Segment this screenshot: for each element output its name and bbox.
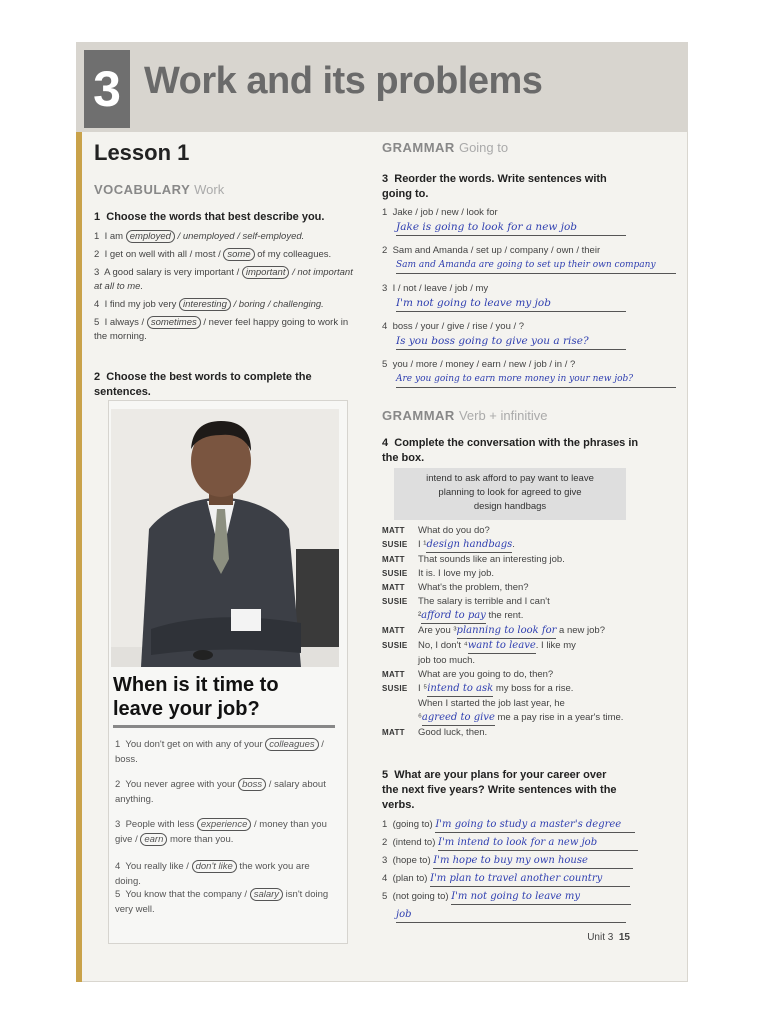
conversation-line — [382, 654, 682, 668]
item-number: 4 — [115, 861, 121, 872]
item-prompt: Sam and Amanda / set up / company / own / their — [392, 245, 601, 256]
exercise-1-instruction — [94, 210, 354, 225]
list-item — [94, 298, 356, 312]
conversation-line — [382, 726, 682, 740]
grammar-label: GRAMMAR — [382, 408, 455, 423]
title-line: leave your job? — [113, 698, 260, 720]
item-number: 4 — [382, 873, 388, 884]
item-number: 1 — [115, 739, 121, 750]
list-item — [382, 358, 682, 396]
circled-answer: don't like — [192, 860, 237, 873]
list-item — [382, 818, 682, 836]
businessman-illustration — [111, 409, 339, 667]
line-text: That sounds like an interesting job. — [418, 554, 565, 565]
handwritten-answer: afford to pay — [421, 609, 486, 624]
handwritten-answer: I'm not going to leave my job — [396, 296, 626, 312]
article-title — [113, 673, 279, 721]
item-text: I find my job very — [104, 299, 180, 310]
grammar-going-to-heading — [382, 140, 508, 155]
item-text: the work you are doing. — [115, 861, 310, 887]
unit-title: Work and its problems — [144, 60, 543, 102]
item-number: 3 — [382, 283, 388, 294]
exercise-3-instruction — [382, 172, 622, 202]
list-item — [94, 230, 356, 244]
conversation-line — [382, 553, 682, 567]
item-number: 4 — [94, 299, 100, 310]
item-text: of my colleagues. — [254, 249, 332, 260]
exercise-5-instruction — [382, 768, 622, 813]
item-prompt: (intend to) — [392, 837, 436, 848]
exercise-text: Reorder the words. Write sentences with going to. — [382, 173, 607, 200]
conversation-line — [382, 697, 682, 711]
page-binding-edge — [76, 42, 82, 982]
exercise-2-instruction — [94, 370, 334, 400]
item-text: / salary about anything. — [115, 779, 326, 805]
phrase-box-line: design handbags — [473, 501, 547, 512]
handwritten-answer: I'm intend to look for a new job — [438, 836, 638, 851]
line-text: The salary is terrible and I can't — [418, 596, 550, 607]
item-number: 1 — [382, 819, 388, 830]
handwritten-answer: I'm going to study a master's degree — [435, 818, 635, 833]
line-text: What do you do? — [418, 525, 490, 536]
conversation — [382, 524, 682, 740]
vocabulary-label: VOCABULARY — [94, 182, 191, 197]
item-prompt: I / not / leave / job / my — [392, 283, 489, 294]
item-text: more than you. — [167, 834, 234, 845]
list-item — [115, 817, 337, 847]
item-number: 5 — [382, 891, 388, 902]
career-plans-list — [382, 818, 682, 923]
title-underline — [113, 725, 335, 728]
circled-answer: important — [242, 266, 290, 279]
item-number: 5 — [382, 359, 388, 370]
exercise-number: 5 — [382, 769, 389, 781]
speaker-name: MATT — [382, 583, 405, 592]
handwritten-answer: Are you going to earn more money in your new job? — [396, 372, 676, 388]
line-text: the rent. — [485, 610, 524, 621]
handwritten-answer: I'm hope to buy my own house — [433, 854, 633, 869]
handwritten-answer: agreed to give — [422, 711, 495, 726]
line-text: I ⁵ — [418, 683, 428, 694]
line-text: Good luck, then. — [418, 727, 488, 738]
conversation-line — [382, 711, 682, 726]
workbook-page — [76, 42, 688, 982]
exercise-number: 3 — [382, 173, 389, 185]
circled-answer: boss — [238, 778, 266, 791]
conversation-line — [382, 668, 682, 682]
page-number: 15 — [618, 932, 630, 943]
list-item — [115, 887, 337, 917]
circled-answer: employed — [126, 230, 175, 243]
item-text: / money than you give / — [115, 819, 327, 845]
line-text: I ¹ — [418, 539, 427, 550]
line-text: When I started the job last year, he — [418, 698, 565, 709]
item-text: You don't get on with any of your — [125, 739, 266, 750]
item-text: / never feel happy going to work in the morning. — [94, 317, 349, 342]
conversation-line — [382, 639, 682, 654]
phrase-box-line: planning to look for agreed to give — [438, 487, 582, 498]
conversation-line — [382, 595, 682, 609]
line-text: What are you going to do, then? — [418, 669, 554, 680]
circled-answer: sometimes — [147, 316, 201, 329]
exercise-text: Complete the conversation with the phrases in the box. — [382, 437, 639, 464]
handwritten-answer: job — [396, 908, 626, 923]
line-text: me a pay rise in a year's time. — [494, 712, 624, 723]
businessman-photo — [111, 409, 339, 667]
list-item — [382, 282, 682, 320]
line-text: ² — [418, 610, 422, 621]
item-number: 3 — [94, 267, 100, 278]
item-number: 1 — [94, 231, 100, 242]
list-item — [382, 854, 682, 872]
speaker-name: MATT — [382, 670, 405, 679]
handwritten-answer: I'm not going to leave my — [451, 890, 631, 905]
handwritten-answer: planning to look for — [457, 624, 557, 639]
phrase-box-line: intend to ask afford to pay want to leave — [426, 473, 594, 484]
speaker-name: SUSIE — [382, 684, 408, 693]
exercise-text: Choose the words that best describe you. — [106, 211, 325, 223]
item-text: / not important at all to me. — [94, 267, 353, 292]
speaker-name: MATT — [382, 555, 405, 564]
item-prompt: you / more / money / earn / new / job / in / ? — [392, 359, 576, 370]
page-footer — [587, 932, 630, 943]
list-item — [382, 244, 682, 282]
reorder-list — [382, 206, 682, 396]
circled-answer: some — [223, 248, 254, 261]
list-item — [115, 737, 337, 767]
item-text: / boss. — [115, 739, 324, 765]
handwritten-answer: Is you boss going to give you a rise? — [396, 334, 626, 350]
circled-answer: interesting — [179, 298, 231, 311]
speaker-name: SUSIE — [382, 540, 408, 549]
speaker-name: MATT — [382, 526, 405, 535]
item-text: I am — [104, 231, 126, 242]
line-text: my boss for a rise. — [493, 683, 574, 694]
vocabulary-heading — [94, 182, 224, 197]
item-text: / boring / challenging. — [230, 299, 324, 310]
lesson-title: Lesson 1 — [94, 140, 190, 165]
item-number: 2 — [115, 779, 121, 790]
grammar-subtitle: Going to — [458, 140, 509, 155]
exercise-number: 1 — [94, 211, 101, 223]
list-item — [382, 872, 682, 890]
exercise-number: 4 — [382, 437, 389, 449]
conversation-line — [382, 682, 682, 697]
line-text: No, I don't ⁴ — [418, 640, 468, 651]
item-number: 1 — [382, 207, 388, 218]
vocabulary-list — [94, 230, 356, 344]
list-item — [94, 248, 356, 262]
conversation-line — [382, 538, 682, 553]
item-number: 4 — [382, 321, 388, 332]
handwritten-answer: Sam and Amanda are going to set up their own company — [396, 258, 676, 274]
footer-unit: Unit 3 — [587, 932, 614, 943]
handwritten-answer: design handbags — [426, 538, 512, 553]
item-text: People with less — [125, 819, 197, 830]
grammar-label: GRAMMAR — [382, 140, 455, 155]
item-number: 5 — [115, 889, 121, 900]
line-text: It is. I love my job. — [418, 568, 495, 579]
line-text: job too much. — [418, 655, 476, 666]
item-text: You know that the company / — [125, 889, 250, 900]
exercise-number: 2 — [94, 371, 101, 383]
grammar-subtitle: Verb + infinitive — [458, 408, 548, 423]
handwritten-answer: want to leave — [468, 639, 536, 654]
handwritten-answer: Jake is going to look for a new job — [396, 220, 626, 236]
list-item — [382, 320, 682, 358]
conversation-line — [382, 624, 682, 639]
item-number: 2 — [382, 837, 388, 848]
item-text: You never agree with your — [125, 779, 239, 790]
item-prompt: (going to) — [392, 819, 433, 830]
exercise-text: Choose the best words to complete the sentences. — [94, 371, 312, 398]
item-prompt: Jake / job / new / look for — [392, 207, 498, 218]
list-item — [94, 266, 356, 294]
line-text: a new job? — [556, 625, 605, 636]
speaker-name: SUSIE — [382, 569, 408, 578]
list-item — [115, 777, 337, 807]
list-item — [382, 836, 682, 854]
circled-answer: earn — [140, 833, 167, 846]
conversation-line — [382, 581, 682, 595]
phrase-box — [394, 468, 626, 520]
unit-header-band — [76, 42, 688, 132]
title-line: When is it time to — [113, 674, 279, 696]
item-number: 2 — [382, 245, 388, 256]
circled-answer: experience — [197, 818, 251, 831]
item-number: 5 — [94, 317, 100, 328]
list-item — [115, 859, 337, 889]
item-text: isn't doing very well. — [115, 889, 329, 915]
line-text: What's the problem, then? — [418, 582, 529, 593]
item-text: A good salary is very important / — [104, 267, 242, 278]
item-number: 3 — [382, 855, 388, 866]
list-item — [382, 890, 682, 908]
unit-number: 3 — [84, 50, 130, 128]
handwritten-answer: I'm plan to travel another country — [430, 872, 630, 887]
item-prompt: (plan to) — [392, 873, 428, 884]
line-text: ⁶ — [418, 712, 422, 723]
item-text: I get on well with all / most / — [104, 249, 224, 260]
speaker-name: SUSIE — [382, 641, 408, 650]
article-card — [108, 400, 348, 944]
speaker-name: MATT — [382, 626, 405, 635]
conversation-line — [382, 609, 682, 624]
circled-answer: colleagues — [265, 738, 318, 751]
conversation-line — [382, 567, 682, 581]
vocabulary-subtitle: Work — [194, 182, 225, 197]
list-item — [94, 316, 356, 344]
conversation-line — [382, 524, 682, 538]
item-number: 2 — [94, 249, 100, 260]
item-text: / unemployed / self-employed. — [174, 231, 305, 242]
exercise-4-instruction — [382, 436, 642, 466]
list-item — [382, 206, 682, 244]
item-text: I always / — [104, 317, 147, 328]
line-text: . — [512, 539, 515, 550]
circled-answer: salary — [250, 888, 283, 901]
item-text: You really like / — [125, 861, 192, 872]
item-prompt: (not going to) — [392, 891, 449, 902]
grammar-verb-infinitive-heading — [382, 408, 547, 423]
speaker-name: SUSIE — [382, 597, 408, 606]
item-prompt: boss / your / give / rise / you / ? — [392, 321, 525, 332]
exercise-text: What are your plans for your career over the next five years? Write sentences with the verbs. — [382, 769, 617, 811]
item-prompt: (hope to) — [392, 855, 431, 866]
line-text: Are you ³ — [418, 625, 457, 636]
handwritten-answer: intend to ask — [427, 682, 493, 697]
speaker-name: MATT — [382, 728, 405, 737]
item-number: 3 — [115, 819, 121, 830]
list-item-continuation — [382, 908, 682, 923]
line-text: . I like my — [535, 640, 576, 651]
